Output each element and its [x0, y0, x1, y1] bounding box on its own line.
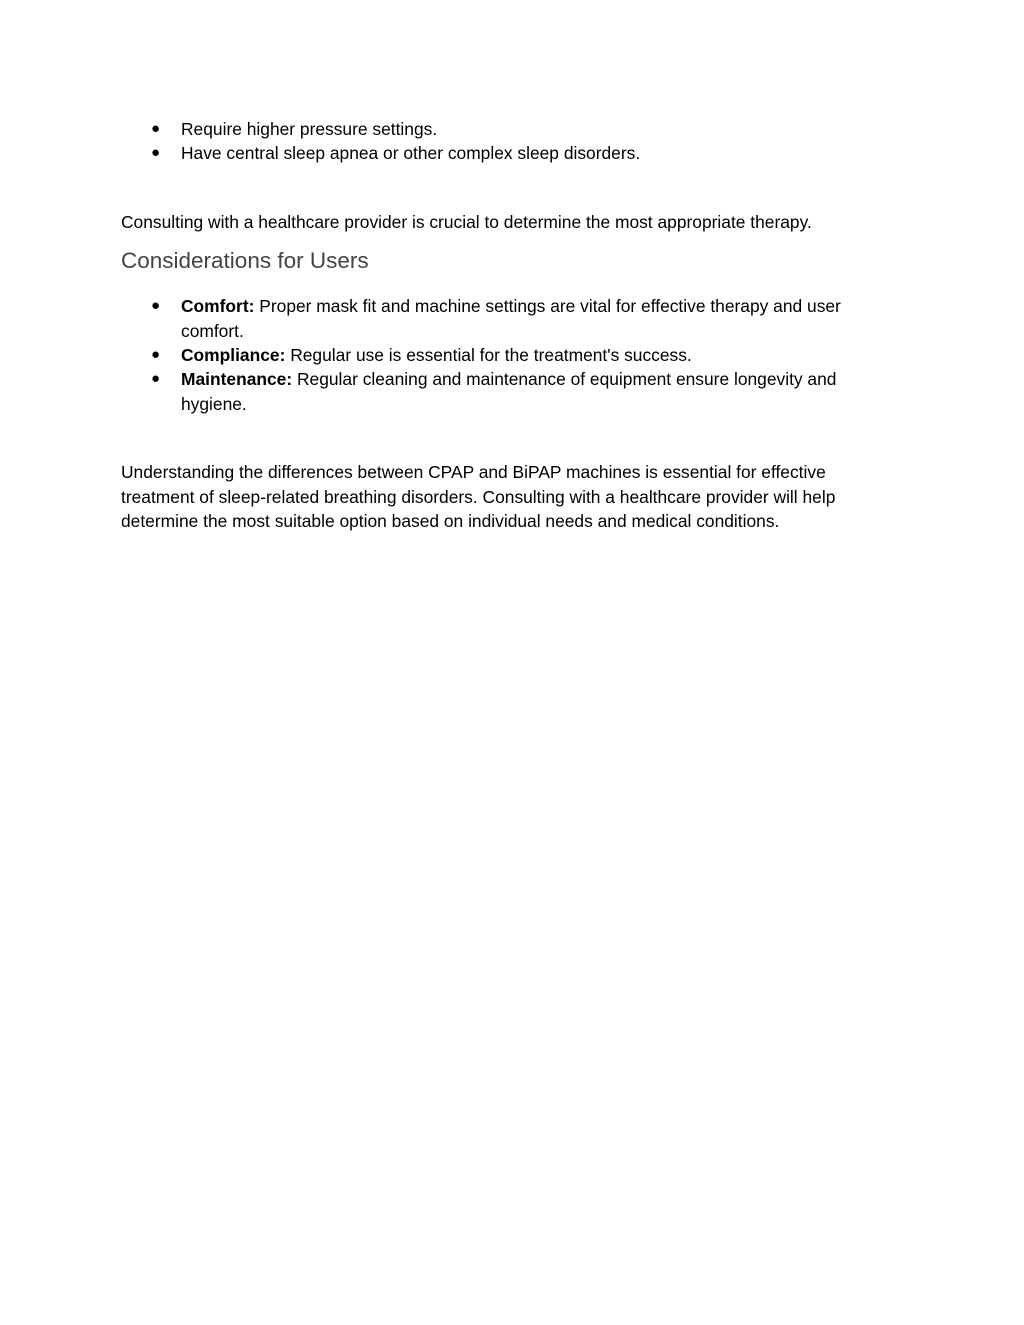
considerations-list: [121, 294, 896, 416]
list-item-text: Have central sleep apnea or other complex sleep disorders.: [181, 143, 641, 164]
bullet-icon: ●: [151, 346, 161, 364]
consult-paragraph: Consulting with a healthcare provider is crucial to determine the most appropriate therapy.: [121, 211, 812, 232]
list-item-term: Compliance:: [181, 345, 286, 366]
bullet-icon: ●: [151, 370, 161, 388]
bullet-icon: ●: [151, 297, 161, 315]
list-item-term: Comfort:: [181, 296, 255, 317]
requirements-list: [121, 117, 896, 166]
list-item-term: Maintenance:: [181, 369, 293, 390]
bullet-icon: ●: [151, 144, 161, 162]
bullet-icon: ●: [151, 120, 161, 137]
list-item: [121, 117, 896, 141]
list-item-text: Regular use is essential for the treatment's success.: [285, 345, 692, 366]
list-item: [121, 367, 896, 416]
list-item-text: Require higher pressure settings.: [181, 119, 438, 139]
list-item: [121, 343, 896, 367]
list-item-text: Regular cleaning and maintenance of equipment ensure longevity and hygiene.: [181, 369, 837, 414]
list-item: [121, 141, 896, 165]
conclusion-paragraph: Understanding the differences between CPAP and BiPAP machines is essential for effective treatment of sleep-related breathing disorders. Consulting with a healthcare provider will help determine the most suitable option based on individual needs and medical conditions.: [121, 462, 836, 532]
section-heading: Considerations for Users: [121, 248, 369, 274]
list-item-text: Proper mask fit and machine settings are vital for effective therapy and user comfort.: [181, 296, 841, 341]
list-item: [121, 294, 896, 343]
page-content: [121, 117, 896, 533]
